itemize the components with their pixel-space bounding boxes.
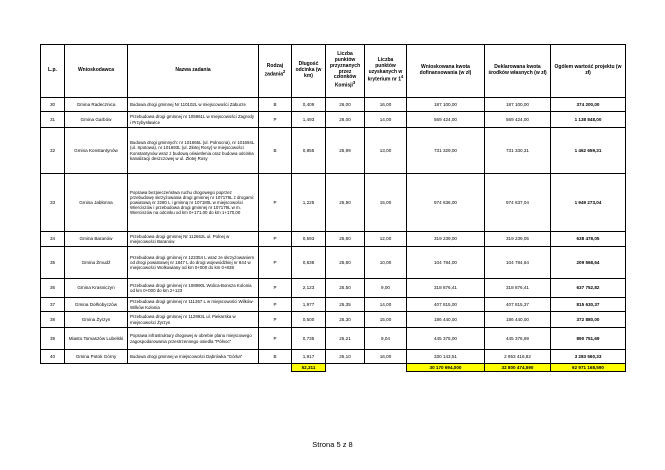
header-row <box>41 45 626 98</box>
cell-lp: 34 <box>41 232 65 247</box>
cell-type: P <box>259 312 292 328</box>
cell-length: 1,493 <box>292 112 326 128</box>
cell-task: Budowa drogi gminnej w miejscowości Dąbrówka "Górka" <box>128 350 259 364</box>
cell-points: 25,90 <box>326 174 365 232</box>
cell-type: P <box>259 112 292 128</box>
table-row <box>41 350 626 364</box>
cell-own: 569 424,00 <box>485 112 551 128</box>
cell-own: 318 876,41 <box>485 279 551 298</box>
cell-task: Budowa drogi gminnych: nr 101665L (ul. Polnocna), nr 101694L (ul. Spotowa), nr 101693L (ul. Złotej Rosy) w miejscowości Konstantynów wraz z budową oświetlenia oraz budowa odcinka kanalizacji deszczowej w ul. Złotej Rosy <box>128 128 259 174</box>
summary-length: 52,311 <box>292 364 326 372</box>
cell-applicant: Miasto Tomaszów Lubelski <box>65 328 128 350</box>
cell-criterion: 13,00 <box>365 128 407 174</box>
cell-task: Przebudowa drogi gminnej nr 108990L Wolica-Bonsza Kolonia od km 0+000 do km 2+123 <box>128 279 259 298</box>
cell-applicant: Gmina Garbów <box>65 112 128 128</box>
header-points-granted-text: Liczba punktów przyznanych przez członków Komisji <box>329 51 361 89</box>
cell-type: B <box>259 350 292 364</box>
cell-task: Przebudowa drogi gminnej nr 105961L w miejscowości Zagrody i Przybysławice <box>128 112 259 128</box>
cell-lp: 31 <box>41 112 65 128</box>
cell-criterion: 15,00 <box>365 174 407 232</box>
cell-total: 1 949 273,04 <box>551 174 626 232</box>
header-type-sup: 2 <box>283 68 286 74</box>
cell-total: 209 568,64 <box>551 247 626 279</box>
cell-type: P <box>259 247 292 279</box>
cell-requested: 187 100,00 <box>407 98 485 112</box>
cell-type: B <box>259 128 292 174</box>
cell-points: 25,21 <box>326 328 365 350</box>
cell-lp: 39 <box>41 328 65 350</box>
summary-total: 62 971 168,590 <box>551 364 626 372</box>
cell-requested: 318 876,41 <box>407 279 485 298</box>
cell-applicant: Gmina Żyrzyn <box>65 312 128 328</box>
cell-requested: 330 143,51 <box>407 350 485 364</box>
cell-points: 25,99 <box>326 128 365 174</box>
cell-lp: 36 <box>41 279 65 298</box>
cell-applicant: Gmina Krasniczyn <box>65 279 128 298</box>
cell-type: B <box>259 98 292 112</box>
summary-requested: 30 170 694,000 <box>407 364 485 372</box>
cell-own: 974 637,04 <box>485 174 551 232</box>
cell-task: Przebudowa drogi gminnej Nr 112662L ul. Polnej w miejscowości Baranów <box>128 232 259 247</box>
header-requested: Wnioskowana kwota dofinansowania (w zł) <box>407 45 485 98</box>
cell-criterion: 14,00 <box>365 112 407 128</box>
header-lp: L.p. <box>41 45 65 98</box>
table-row <box>41 112 626 128</box>
header-points-granted <box>326 45 365 98</box>
cell-criterion: 12,00 <box>365 232 407 247</box>
cell-length: 0,593 <box>292 232 326 247</box>
cell-length: 2,123 <box>292 279 326 298</box>
cell-length: 0,409 <box>292 98 326 112</box>
cell-applicant: Gmina Dołhobyczów <box>65 298 128 312</box>
cell-applicant: Gmina Jabłonna <box>65 174 128 232</box>
cell-own: 319 239,05 <box>485 232 551 247</box>
cell-type: P <box>259 279 292 298</box>
cell-type: P <box>259 174 292 232</box>
cell-criterion: 14,00 <box>365 298 407 312</box>
cell-criterion: 16,00 <box>365 350 407 364</box>
cell-task: Poprawa bezpieczeństwa ruchu drogowego poprzez przebudowę skrzyżowania drogi gminnej nr 107179L z drogami: powiatową nr 2280 L i gminną nr 107180L w miejscowości Wierciszów i przebudowa drogi gminnej nr 107179L w m. Wierciszów na odcinku od km 0+171.00 do km 1+170,00 <box>128 174 259 232</box>
cell-length: 0,855 <box>292 128 326 174</box>
table-row <box>41 128 626 174</box>
cell-length: 0,500 <box>292 312 326 328</box>
cell-points: 25,80 <box>326 247 365 279</box>
cell-task: Budowa drogi gminnej Nr 110102L w miejscowości Zaburze <box>128 98 259 112</box>
cell-own: 186 440,00 <box>485 312 551 328</box>
table-row <box>41 174 626 232</box>
table-row <box>41 232 626 247</box>
cell-total: 1 138 848,00 <box>551 112 626 128</box>
table-row <box>41 298 626 312</box>
cell-lp: 30 <box>41 98 65 112</box>
cell-requested: 445 375,00 <box>407 328 485 350</box>
summary-own: 32 800 474,590 <box>485 364 551 372</box>
summary-spacer <box>41 364 292 372</box>
cell-requested: 569 424,00 <box>407 112 485 128</box>
table-row <box>41 328 626 350</box>
cell-length: 1,917 <box>292 350 326 364</box>
header-type-text: Rodzaj zadania <box>264 62 284 78</box>
cell-total: 372 880,00 <box>551 312 626 328</box>
cell-total: 890 751,69 <box>551 328 626 350</box>
cell-criterion: 9,04 <box>365 328 407 350</box>
cell-applicant: Gmina Konstantynów <box>65 128 128 174</box>
cell-lp: 33 <box>41 174 65 232</box>
cell-requested: 104 784,00 <box>407 247 485 279</box>
header-points-criterion-text: Liczba punktów uzyskanych w kryterium nr 1 <box>367 57 403 84</box>
cell-length: 0,735 <box>292 328 326 350</box>
cell-type: P <box>259 328 292 350</box>
cell-points: 25,80 <box>326 232 365 247</box>
cell-task: Przebudowa drogi gminnej nr 112993L ul. Piekarska w miejscowości Żyrzyn <box>128 312 259 328</box>
cell-lp: 32 <box>41 128 65 174</box>
cell-task: Poprawa infrastruktury drogowej w obrebie planu miejscowego zagospodarowania przestrzennego osiedla "Północ" <box>128 328 259 350</box>
table-row <box>41 312 626 328</box>
cell-type: P <box>259 298 292 312</box>
cell-points: 25,30 <box>326 312 365 328</box>
cell-applicant: Gmina Potok Górny <box>65 350 128 364</box>
table-row <box>41 279 626 298</box>
cell-criterion: 9,00 <box>365 279 407 298</box>
header-length: Długość odcinka (w km) <box>292 45 326 98</box>
cell-task: Przebudowa drogi gminnej nr 111367 L w miejscowości Wilków-Wilków Kolonia <box>128 298 259 312</box>
cell-criterion: 10,00 <box>365 247 407 279</box>
cell-lp: 40 <box>41 350 65 364</box>
cell-total: 638 478,05 <box>551 232 626 247</box>
cell-requested: 731 329,00 <box>407 128 485 174</box>
cell-own: 104 784,64 <box>485 247 551 279</box>
projects-table <box>40 44 626 372</box>
page-number: Strona 5 z 8 <box>312 440 353 449</box>
cell-length: 1,225 <box>292 174 326 232</box>
cell-requested: 407 815,00 <box>407 298 485 312</box>
table-row <box>41 98 626 112</box>
cell-criterion: 15,00 <box>365 312 407 328</box>
cell-lp: 38 <box>41 312 65 328</box>
header-type <box>259 45 292 98</box>
header-applicant: Wnioskodawca <box>65 45 128 98</box>
cell-applicant: Gmina Radecznica <box>65 98 128 112</box>
summary-row <box>41 364 626 372</box>
cell-points: 26,00 <box>326 98 365 112</box>
cell-own: 407 815,37 <box>485 298 551 312</box>
cell-own: 731 330,31 <box>485 128 551 174</box>
cell-points: 25,50 <box>326 279 365 298</box>
cell-length: 0,838 <box>292 247 326 279</box>
cell-applicant: Gmina Żmudź <box>65 247 128 279</box>
header-task-name: Nazwa zadania <box>128 45 259 98</box>
cell-total: 3 283 560,33 <box>551 350 626 364</box>
header-total: Ogólem wartość projektu (w zł) <box>551 45 626 98</box>
cell-total: 815 630,37 <box>551 298 626 312</box>
header-points-criterion <box>365 45 407 98</box>
cell-total: 374 200,00 <box>551 98 626 112</box>
cell-lp: 37 <box>41 298 65 312</box>
summary-gap <box>326 364 407 372</box>
cell-points: 25,35 <box>326 298 365 312</box>
cell-own: 187 100,00 <box>485 98 551 112</box>
cell-requested: 186 440,00 <box>407 312 485 328</box>
cell-requested: 974 636,00 <box>407 174 485 232</box>
cell-own: 2 953 416,82 <box>485 350 551 364</box>
header-points-criterion-sup: 4 <box>401 74 404 80</box>
header-points-granted-sup: 3 <box>352 80 356 86</box>
cell-criterion: 16,00 <box>365 98 407 112</box>
cell-lp: 35 <box>41 247 65 279</box>
cell-requested: 319 239,00 <box>407 232 485 247</box>
cell-total: 1 462 659,31 <box>551 128 626 174</box>
cell-applicant: Gmina Baranów <box>65 232 128 247</box>
cell-points: 25,10 <box>326 350 365 364</box>
cell-points: 26,00 <box>326 112 365 128</box>
cell-type: P <box>259 232 292 247</box>
cell-total: 637 752,82 <box>551 279 626 298</box>
header-declared: Deklarowana kwota środków własnych (w zł) <box>485 45 551 98</box>
cell-length: 1,977 <box>292 298 326 312</box>
cell-own: 445 376,69 <box>485 328 551 350</box>
cell-task: Przebudowa drogi gminnej nr 122354 L wraz ze skrzyżowaniem od drogi powiatowej nr 1847 L do drogi wojewódzkiej nr 844 w miejscowości Wolkowiany od km 0+000 do km 0+838 <box>128 247 259 279</box>
table-row <box>41 247 626 279</box>
